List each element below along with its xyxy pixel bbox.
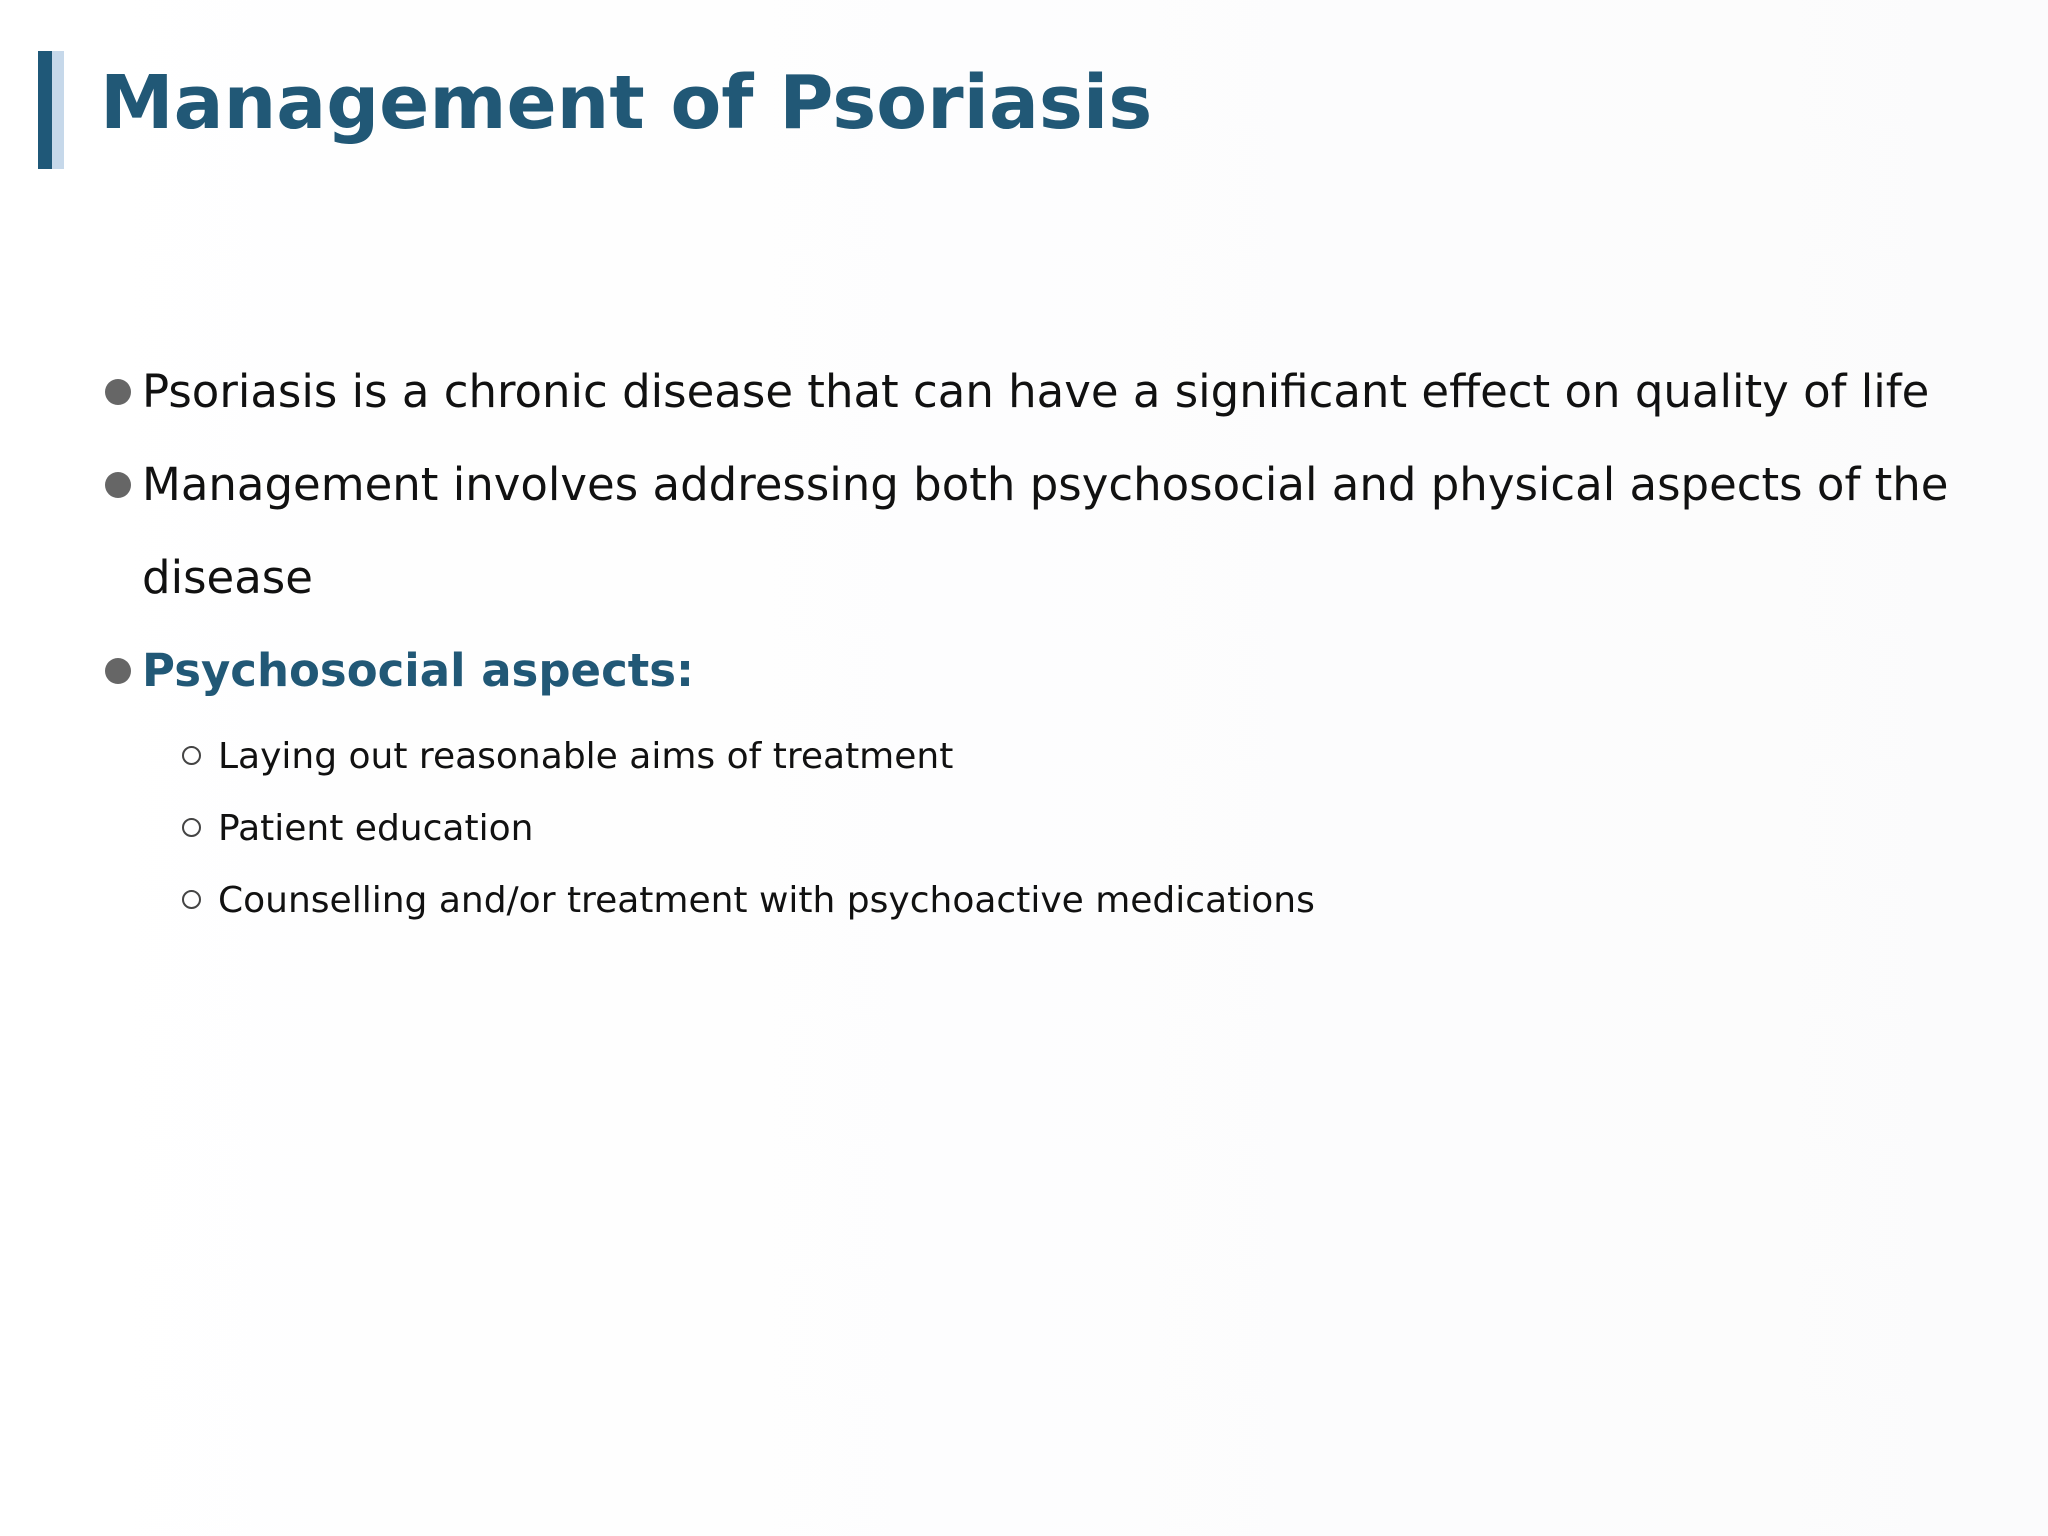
- sub-bullet-item: [102, 721, 1962, 793]
- slide-title: Management of Psoriasis: [100, 60, 1153, 146]
- bullet-dot-icon: [105, 658, 131, 684]
- title-accent-bar: [38, 51, 64, 169]
- bullet-text: Management involves addressing both psychosocial and physical aspects of the disease: [142, 458, 1949, 604]
- sub-bullet-text: Patient education: [218, 808, 534, 849]
- bullet-item: [102, 345, 1962, 438]
- circle-bullet-icon: [182, 818, 201, 837]
- bullet-dot-icon: [105, 379, 131, 405]
- sub-bullet-text: Laying out reasonable aims of treatment: [218, 736, 954, 777]
- title-accent-light: [52, 51, 64, 169]
- sub-bullet-item: [102, 865, 1962, 937]
- bullet-item-heading: [102, 624, 1962, 717]
- bullet-text: Psoriasis is a chronic disease that can have a significant effect on quality of life: [142, 365, 1930, 418]
- sub-bullet-text: Counselling and/or treatment with psychoactive medications: [218, 880, 1315, 921]
- bullet-heading-text: Psychosocial aspects:: [142, 644, 695, 697]
- circle-bullet-icon: [182, 890, 201, 909]
- sub-bullet-item: [102, 793, 1962, 865]
- sub-bullet-list: [102, 721, 1962, 937]
- circle-bullet-icon: [182, 746, 201, 765]
- title-accent-dark: [38, 51, 52, 169]
- bullet-dot-icon: [105, 472, 131, 498]
- bullet-item: [102, 438, 1962, 624]
- slide-content: [102, 345, 1962, 937]
